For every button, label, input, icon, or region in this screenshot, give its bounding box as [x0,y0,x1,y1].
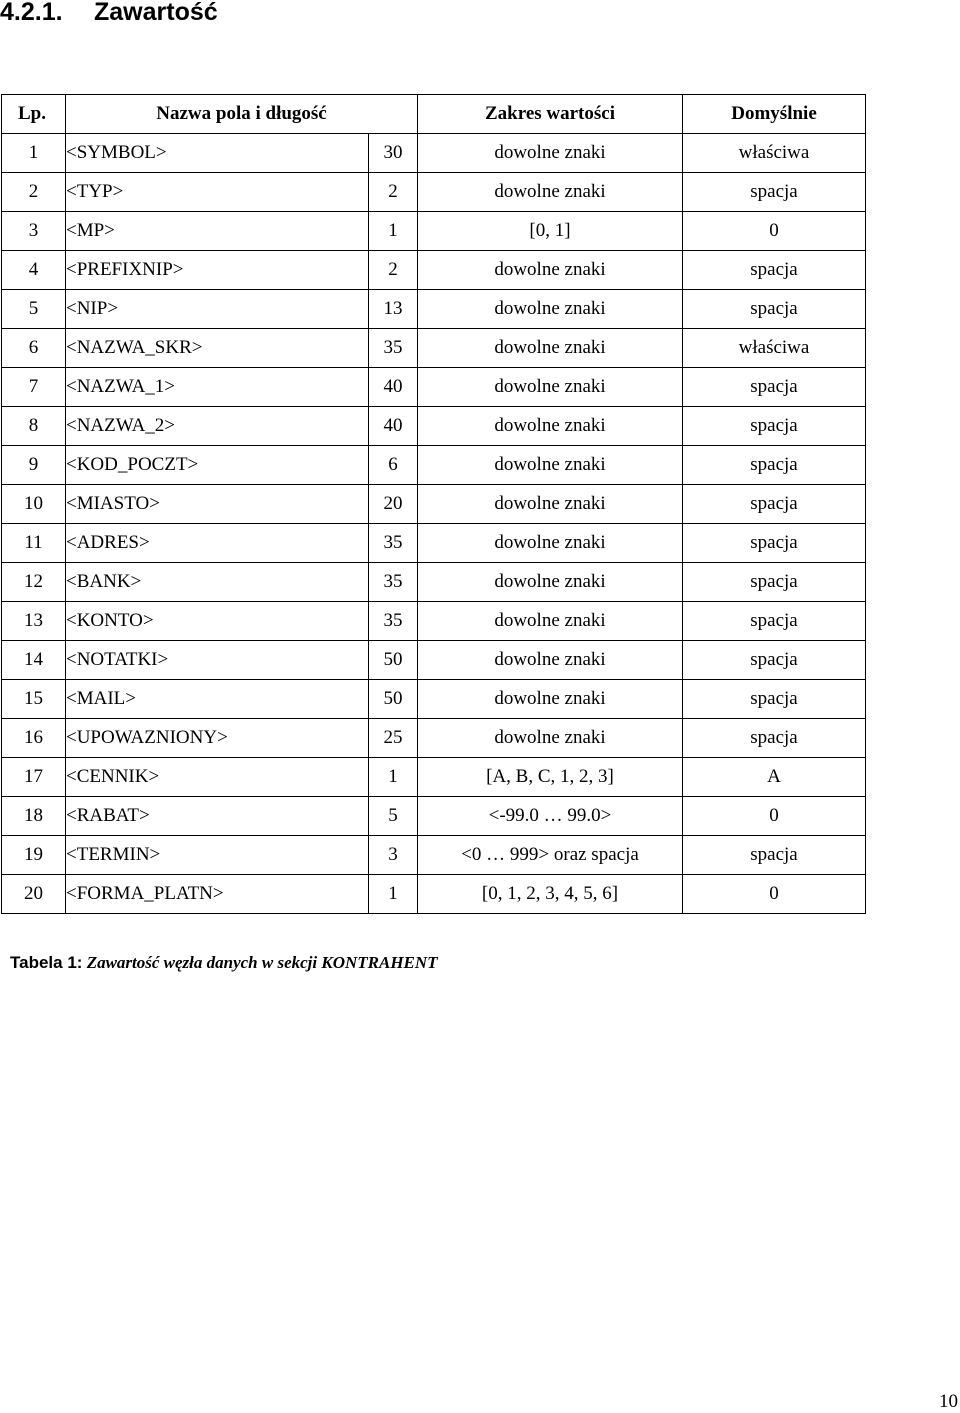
row-default-cell: spacja [683,251,866,290]
row-lp-cell: 10 [2,485,66,524]
row-length-cell: 40 [369,407,418,446]
table-row [2,836,866,875]
row-default-cell: właściwa [683,134,866,173]
row-range-cell: <-99.0 … 99.0> [418,797,683,836]
row-length-cell: 50 [369,641,418,680]
row-range-cell: dowolne znaki [418,329,683,368]
table-row [2,134,866,173]
row-default-cell: spacja [683,680,866,719]
row-range-cell: dowolne znaki [418,290,683,329]
row-lp-cell: 14 [2,641,66,680]
row-default-cell: 0 [683,797,866,836]
table-row [2,368,866,407]
row-range-cell: dowolne znaki [418,446,683,485]
section-title-text: Zawartość [94,0,218,26]
row-name-cell: <TERMIN> [66,836,369,875]
row-range-cell: dowolne znaki [418,134,683,173]
row-lp-cell: 13 [2,602,66,641]
row-length-cell: 35 [369,563,418,602]
row-lp-cell: 20 [2,875,66,914]
fields-table [1,94,866,914]
row-name-cell: <PREFIXNIP> [66,251,369,290]
row-default-cell: spacja [683,173,866,212]
row-range-cell: dowolne znaki [418,680,683,719]
header-lp: Lp. [2,95,66,134]
row-range-cell: <0 … 999> oraz spacja [418,836,683,875]
header-range: Zakres wartości [418,95,683,134]
table-row [2,602,866,641]
row-lp-cell: 18 [2,797,66,836]
row-name-cell: <BANK> [66,563,369,602]
table-header-row [2,95,866,134]
row-default-cell: właściwa [683,329,866,368]
row-lp-cell: 17 [2,758,66,797]
row-default-cell: spacja [683,563,866,602]
row-default-cell: spacja [683,524,866,563]
table-row [2,875,866,914]
section-number: 4.2.1. [0,0,63,26]
row-lp-cell: 11 [2,524,66,563]
row-name-cell: <UPOWAZNIONY> [66,719,369,758]
row-range-cell: dowolne znaki [418,173,683,212]
row-range-cell: dowolne znaki [418,719,683,758]
table-row [2,407,866,446]
row-range-cell: dowolne znaki [418,407,683,446]
row-length-cell: 35 [369,329,418,368]
row-name-cell: <MP> [66,212,369,251]
table-caption [10,952,438,974]
row-lp-cell: 12 [2,563,66,602]
table-row [2,251,866,290]
row-lp-cell: 1 [2,134,66,173]
table-row [2,212,866,251]
row-range-cell: [0, 1] [418,212,683,251]
row-name-cell: <NAZWA_SKR> [66,329,369,368]
header-default: Domyślnie [683,95,866,134]
row-range-cell: [0, 1, 2, 3, 4, 5, 6] [418,875,683,914]
row-default-cell: spacja [683,290,866,329]
section-title [0,0,218,29]
row-default-cell: 0 [683,875,866,914]
table-row [2,641,866,680]
row-range-cell: dowolne znaki [418,524,683,563]
row-lp-cell: 19 [2,836,66,875]
row-name-cell: <RABAT> [66,797,369,836]
row-default-cell: spacja [683,485,866,524]
row-length-cell: 1 [369,758,418,797]
row-length-cell: 13 [369,290,418,329]
row-range-cell: dowolne znaki [418,641,683,680]
row-length-cell: 3 [369,836,418,875]
table-row [2,797,866,836]
row-name-cell: <MIASTO> [66,485,369,524]
table-row [2,173,866,212]
row-range-cell: dowolne znaki [418,563,683,602]
row-lp-cell: 9 [2,446,66,485]
row-default-cell: A [683,758,866,797]
row-length-cell: 20 [369,485,418,524]
row-length-cell: 2 [369,173,418,212]
table-row [2,485,866,524]
row-range-cell: dowolne znaki [418,485,683,524]
row-length-cell: 5 [369,797,418,836]
page-number: 10 [939,1391,958,1412]
row-lp-cell: 8 [2,407,66,446]
table-row [2,680,866,719]
row-length-cell: 25 [369,719,418,758]
row-lp-cell: 16 [2,719,66,758]
row-length-cell: 40 [369,368,418,407]
row-length-cell: 2 [369,251,418,290]
row-lp-cell: 2 [2,173,66,212]
row-length-cell: 30 [369,134,418,173]
row-lp-cell: 7 [2,368,66,407]
row-name-cell: <NAZWA_2> [66,407,369,446]
table-row [2,524,866,563]
row-default-cell: spacja [683,719,866,758]
row-name-cell: <KONTO> [66,602,369,641]
row-length-cell: 1 [369,875,418,914]
row-name-cell: <CENNIK> [66,758,369,797]
table-row [2,563,866,602]
row-default-cell: spacja [683,641,866,680]
row-length-cell: 50 [369,680,418,719]
row-default-cell: spacja [683,602,866,641]
row-lp-cell: 15 [2,680,66,719]
row-default-cell: 0 [683,212,866,251]
row-name-cell: <MAIL> [66,680,369,719]
row-default-cell: spacja [683,368,866,407]
row-default-cell: spacja [683,836,866,875]
row-name-cell: <KOD_POCZT> [66,446,369,485]
row-name-cell: <NOTATKI> [66,641,369,680]
header-name-length: Nazwa pola i długość [66,95,418,134]
row-name-cell: <SYMBOL> [66,134,369,173]
row-length-cell: 35 [369,524,418,563]
row-range-cell: dowolne znaki [418,251,683,290]
row-name-cell: <FORMA_PLATN> [66,875,369,914]
row-lp-cell: 3 [2,212,66,251]
table-row [2,758,866,797]
row-name-cell: <NIP> [66,290,369,329]
row-range-cell: dowolne znaki [418,602,683,641]
table-body [2,134,866,914]
row-lp-cell: 4 [2,251,66,290]
row-range-cell: [A, B, C, 1, 2, 3] [418,758,683,797]
row-lp-cell: 5 [2,290,66,329]
row-name-cell: <NAZWA_1> [66,368,369,407]
row-name-cell: <ADRES> [66,524,369,563]
table-row [2,719,866,758]
row-length-cell: 6 [369,446,418,485]
row-default-cell: spacja [683,407,866,446]
row-length-cell: 1 [369,212,418,251]
table-row [2,329,866,368]
row-length-cell: 35 [369,602,418,641]
row-default-cell: spacja [683,446,866,485]
table-row [2,446,866,485]
row-lp-cell: 6 [2,329,66,368]
row-name-cell: <TYP> [66,173,369,212]
row-range-cell: dowolne znaki [418,368,683,407]
caption-label: Tabela 1: [10,953,83,972]
table-row [2,290,866,329]
caption-text: Zawartość węzła danych w sekcji KONTRAHENT [86,953,438,972]
